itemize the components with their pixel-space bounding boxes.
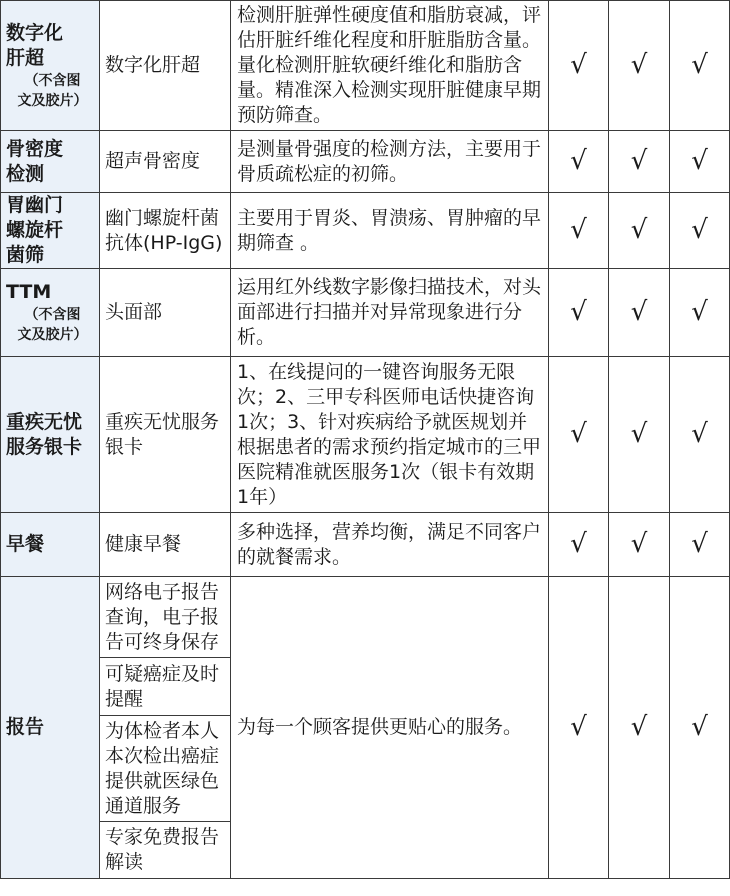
category-cell [1,269,100,357]
check-mark: √ [609,269,670,357]
category-note: （不含图 [24,307,81,323]
table-row [1,131,730,193]
category-label: 检测 [6,162,45,185]
check-mark: √ [609,577,670,879]
category-note: 文及胶片） [17,327,88,343]
sub-item: 可疑癌症及时提醒 [100,658,230,716]
table-row [1,193,730,269]
table-row [1,357,730,513]
category-label: 肝超 [6,46,45,69]
category-label: 菌筛 [6,244,45,266]
check-mark: √ [549,1,609,131]
check-mark: √ [549,269,609,357]
description-cell: 多种选择，营养均衡，满足不同客户的就餐需求。 [231,513,549,577]
check-mark: √ [670,513,730,577]
check-mark: √ [609,1,670,131]
category-cell [1,357,100,513]
category-label: 服务银卡 [6,435,83,458]
description-cell: 是测量骨强度的检测方法，主要用于骨质疏松症的初筛。 [231,131,549,193]
item-cell: 超声骨密度 [100,131,231,193]
item-cell: 幽门螺旋杆菌抗体(HP-IgG) [100,193,231,269]
item-cell: 头面部 [100,269,231,357]
category-label: 骨密度 [6,137,64,160]
check-mark: √ [549,131,609,193]
table-row [1,577,730,879]
check-mark: √ [549,193,609,269]
check-mark: √ [549,513,609,577]
description-cell: 1、在线提问的一键咨询服务无限次；2、三甲专科医师电话快捷咨询1次；3、针对疾病给予就医规划并根据患者的需求预约指定城市的三甲医院精准就医服务1次（银卡有效期1年） [231,357,549,513]
category-label: 螺旋杆 [6,219,64,241]
check-mark: √ [609,513,670,577]
table-row [1,269,730,357]
category-cell [1,577,100,879]
category-label: 早餐 [6,533,45,555]
check-mark: √ [670,1,730,131]
category-note: （不含图 [24,72,81,89]
category-cell [1,513,100,577]
sub-item-list [100,577,231,879]
description-cell: 运用红外线数字影像扫描技术，对头面部进行扫描并对异常现象进行分析。 [231,269,549,357]
check-mark: √ [670,269,730,357]
sub-item: 专家免费报告解读 [105,826,220,873]
item-cell: 数字化肝超 [100,1,231,131]
table-row [1,513,730,577]
check-mark: √ [670,357,730,513]
category-label: 重疾无忧 [6,410,83,433]
category-cell [1,193,100,269]
check-mark: √ [670,193,730,269]
check-mark: √ [609,193,670,269]
table-row [1,1,730,131]
description-cell: 为每一个顾客提供更贴心的服务。 [231,577,549,879]
item-cell: 重疾无忧服务银卡 [100,357,231,513]
description-cell: 主要用于胃炎、胃溃疡、胃肿瘤的早期筛查 。 [231,193,549,269]
description-cell: 检测肝脏弹性硬度值和脂肪衰减，评估肝脏纤维化程度和肝脏脂肪含量。量化检测肝脏软硬纤维化和脂肪含量。精准深入检测实现肝脏健康早期预防筛查。 [231,1,549,131]
category-label: 报告 [6,716,45,738]
item-cell: 健康早餐 [100,513,231,577]
check-mark: √ [549,577,609,879]
category-label: TTM [6,281,52,303]
category-label: 胃幽门 [6,194,64,216]
check-mark: √ [670,577,730,879]
category-cell [1,131,100,193]
category-note: 文及胶片） [17,92,88,109]
sub-item: 网络电子报告查询，电子报告可终身保存 [100,577,230,658]
category-cell [1,1,100,131]
check-mark: √ [670,131,730,193]
category-label: 数字化 [6,21,64,44]
check-mark: √ [549,357,609,513]
check-mark: √ [609,357,670,513]
check-mark: √ [609,131,670,193]
sub-item: 为体检者本人本次检出癌症提供就医绿色通道服务 [100,716,230,822]
